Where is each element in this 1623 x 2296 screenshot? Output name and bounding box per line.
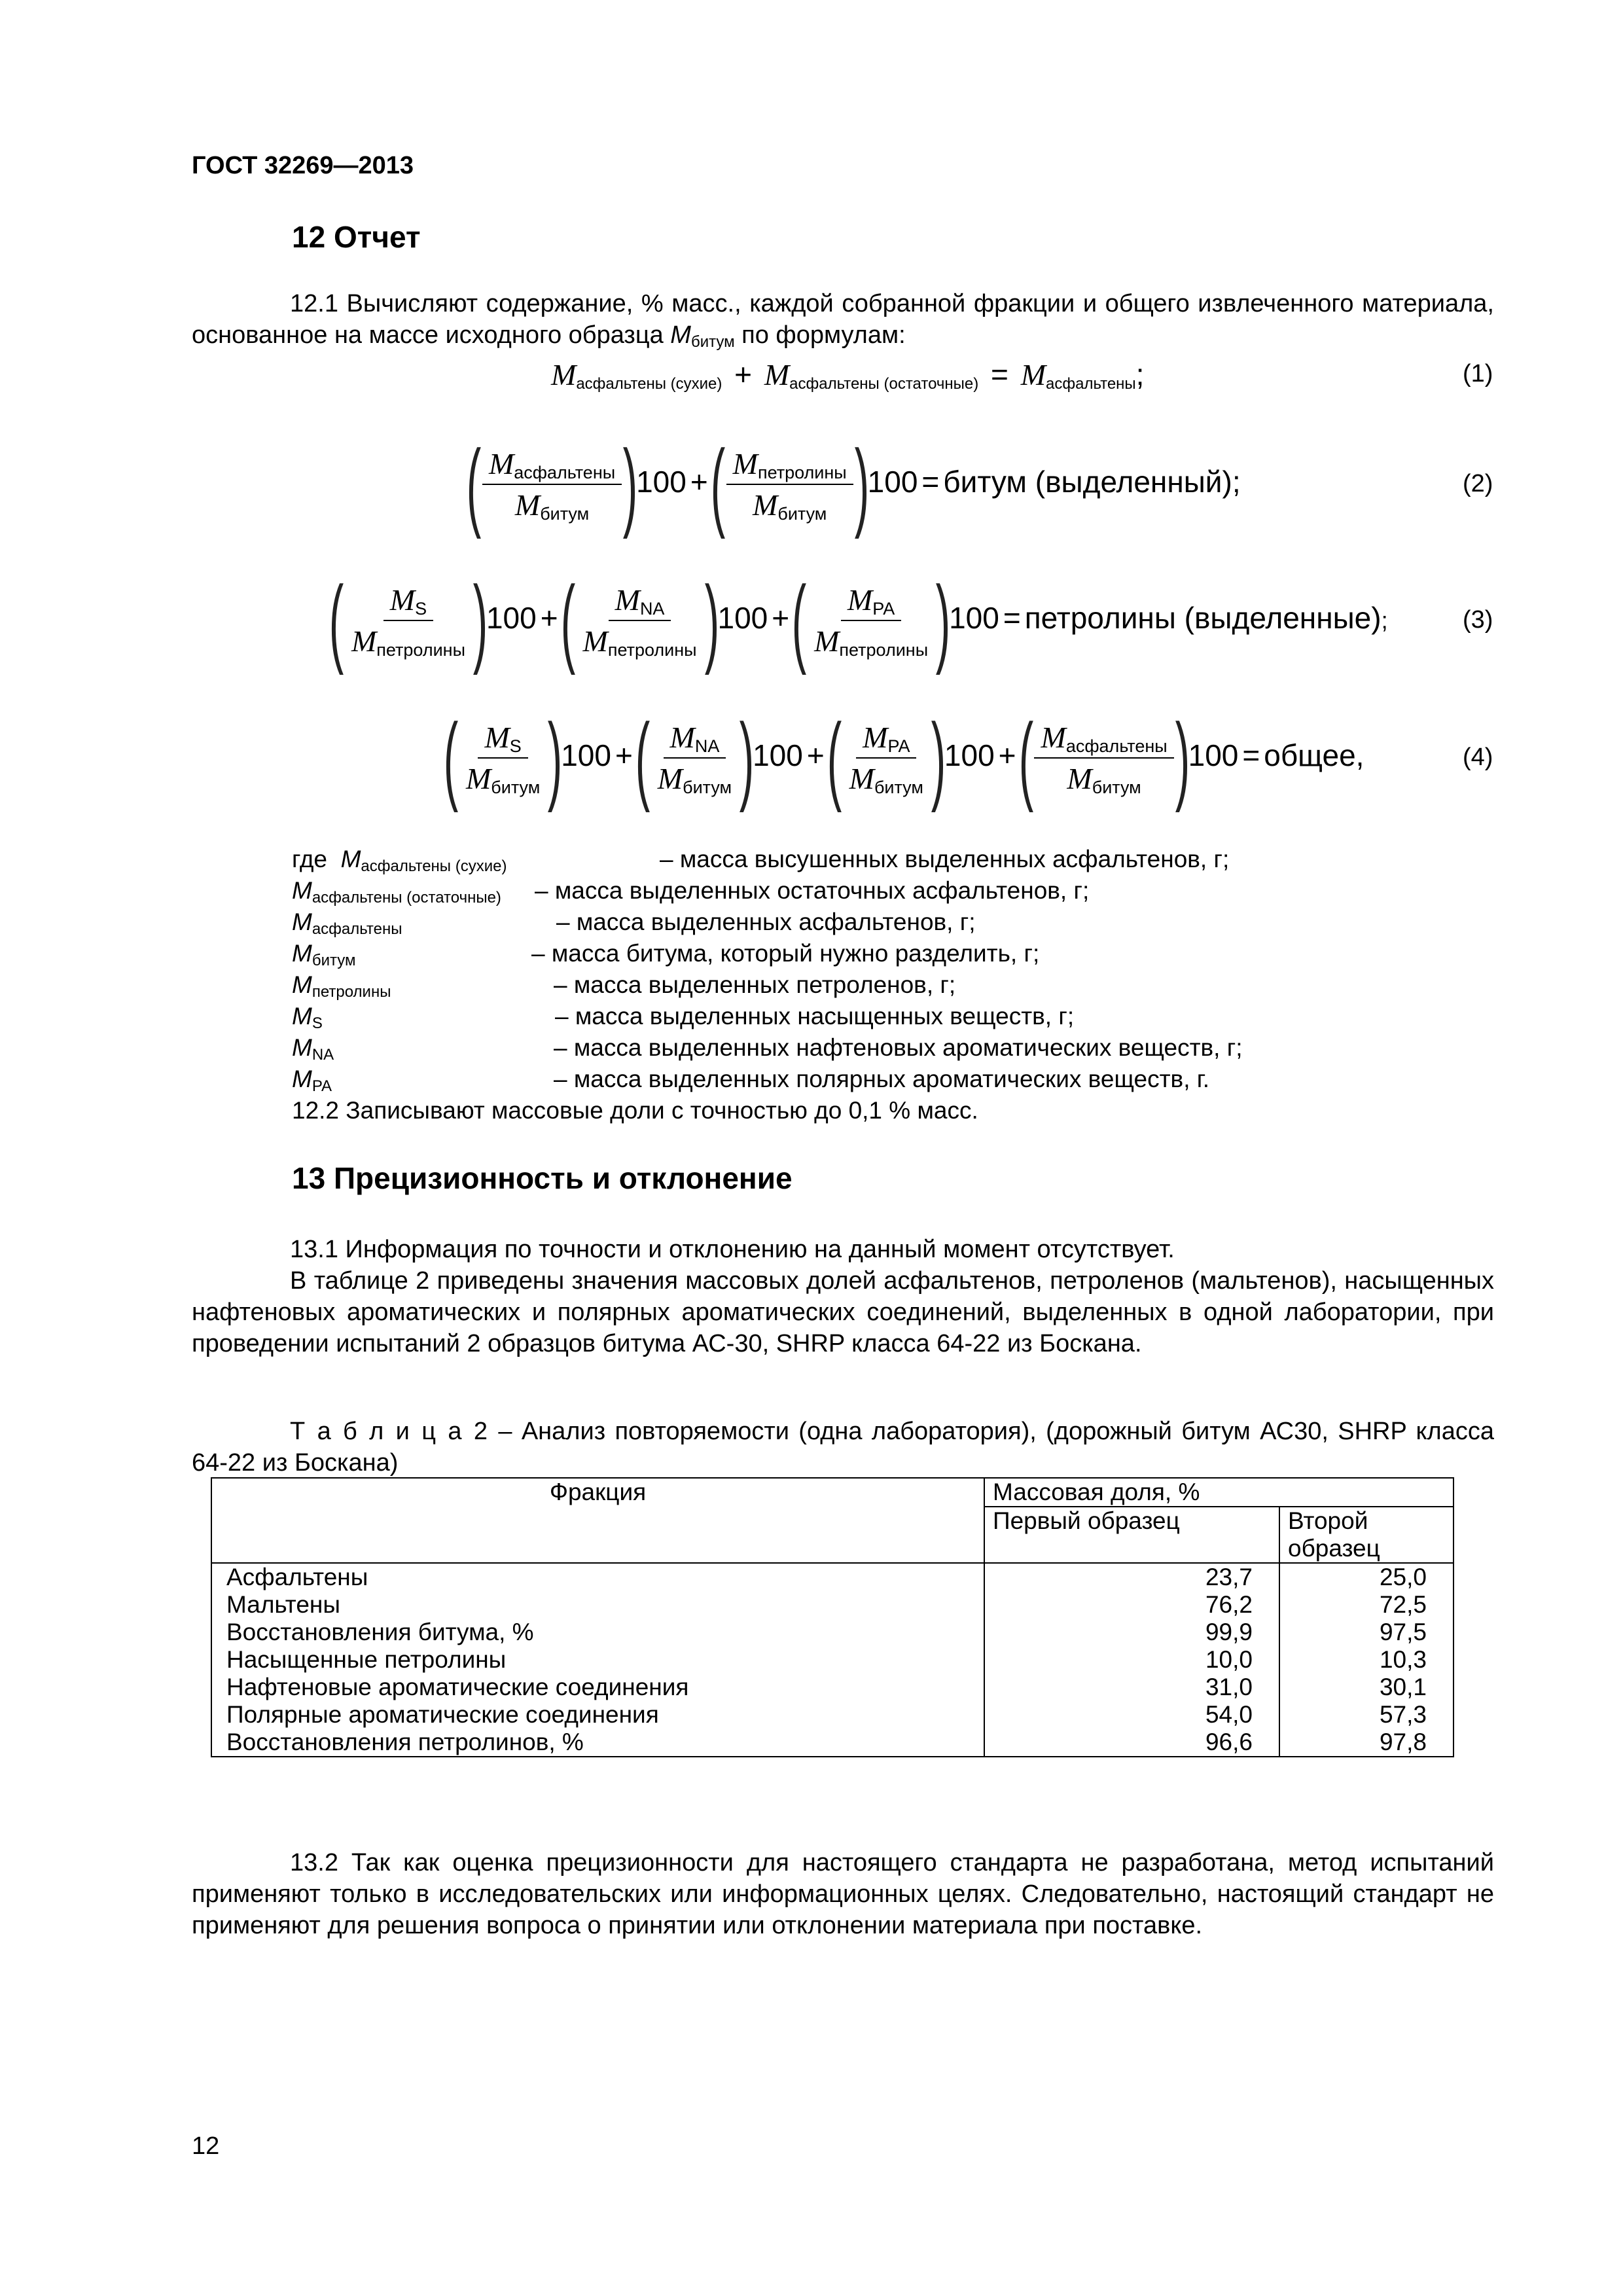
row-v1: 96,6 (984, 1729, 1279, 1757)
def-symbol: M (292, 940, 312, 967)
f2-100b: 100 (867, 465, 918, 499)
definition-row-5 (292, 971, 391, 999)
def-sub: асфальтены (сухие) (361, 857, 507, 875)
table-2-caption (192, 1416, 1494, 1479)
col-header-mass: Массовая доля, % (984, 1478, 1454, 1507)
f3-d1-sym: M (351, 624, 377, 658)
formula-3-number: (3) (1463, 606, 1493, 634)
row-v2: 97,8 (1279, 1729, 1454, 1757)
definition-text-5: – масса выделенных петроленов, г; (554, 971, 956, 998)
f3-d3-sym: M (814, 624, 840, 658)
definition-text-6: – масса выделенных насыщенных веществ, г; (555, 1003, 1075, 1030)
table-row (211, 1729, 1454, 1757)
def-sub: асфальтены (312, 920, 402, 938)
paragraph-13-2 (192, 1847, 1494, 1941)
section-12-title: 12 Отчет (292, 220, 421, 254)
f1-end: ; (1135, 357, 1145, 391)
definition-row-3 (292, 908, 402, 936)
def-sub: S (312, 1014, 323, 1032)
table-row (211, 1646, 1454, 1674)
f4-d2-sym: M (657, 762, 683, 795)
row-v2: 30,1 (1279, 1674, 1454, 1701)
f3-d2-sub: петролины (607, 640, 697, 660)
f4-n3-sub: PA (887, 736, 910, 756)
f4-d3-sub: битум (874, 778, 923, 797)
row-name: Восстановления петролинов, % (211, 1729, 984, 1757)
definition-row-2 (292, 877, 501, 905)
f4-n1-sub: S (509, 736, 522, 756)
row-v1: 31,0 (984, 1674, 1279, 1701)
document-code: ГОСТ 32269—2013 (192, 152, 414, 179)
formula-2: ( $\frac{M_{асфальтены}}{M_{битум}}$ )100 +( $\frac{M_{петролины}}{M_{битум}}$ )100 = битум (выделенный); (466, 429, 1241, 539)
definition-row-6 (292, 1003, 323, 1030)
table-row (211, 1563, 1454, 1591)
def-symbol: M (292, 1066, 312, 1092)
row-name: Насыщенные петролины (211, 1646, 984, 1674)
f1-sub3: асфальтены (1046, 375, 1136, 393)
definition-row-7 (292, 1034, 334, 1062)
f3-result: петролины (выделенные) (1024, 601, 1382, 636)
caption-text: – Анализ повторяемости (одна лаборатория), (дорожный битум АС30, SHRP класса 64-22 из Боскана) (192, 1418, 1494, 1477)
row-name: Мальтены (211, 1591, 984, 1619)
table-row (211, 1701, 1454, 1729)
definition-row-4 (292, 940, 355, 967)
p131-text: 13.1 Информация по точности и отклонению на данный момент отсутствует. (290, 1236, 1175, 1263)
row-v1: 76,2 (984, 1591, 1279, 1619)
p121-text: 12.1 Вычисляют содержание, % масс., каждой собранной фракции и общего извлеченного материала, основанное на массе исходного образца (192, 290, 1494, 349)
f1-symbol: M (551, 358, 577, 391)
f4-100a: 100 (561, 738, 611, 773)
f4-n2-sym: M (669, 721, 695, 754)
f4-n3-sym: M (863, 721, 888, 754)
f4-d2-sub: битум (683, 778, 732, 797)
f3-100c: 100 (949, 601, 999, 636)
row-v2: 25,0 (1279, 1563, 1454, 1591)
f2-n1-sub: асфальтены (514, 463, 616, 482)
def-symbol: M (292, 1003, 312, 1030)
f4-d1-sub: битум (491, 778, 541, 797)
def-symbol: M (292, 877, 312, 904)
f1-symbol-3: M (1020, 358, 1046, 391)
caption-label: Т а б л и ц а 2 (290, 1418, 489, 1445)
formula-1: $M_{асфальтены (сухие)} + M_{асфальтены (остаточные)} = M_{асфальтены}$; (551, 357, 1145, 393)
row-name: Асфальтены (211, 1563, 984, 1591)
f3-n1-sym: M (389, 583, 416, 617)
f4-d3-sym: M (849, 762, 874, 795)
row-v2: 72,5 (1279, 1591, 1454, 1619)
p121-text-end: по формулам: (734, 321, 906, 349)
paragraph-12-1 (192, 288, 1494, 351)
f2-d1-sym: M (514, 488, 541, 522)
col-header-sample2: Второй образец (1279, 1507, 1454, 1563)
row-v1: 10,0 (984, 1646, 1279, 1674)
definition-row-8 (292, 1066, 332, 1093)
p121-sub: битум (690, 333, 735, 351)
table-2 (211, 1477, 1454, 1757)
row-v2: 97,5 (1279, 1619, 1454, 1646)
row-v1: 23,7 (984, 1563, 1279, 1591)
table-row (211, 1674, 1454, 1701)
formula-4-number: (4) (1463, 744, 1493, 771)
col-header-sample1: Первый образец (984, 1507, 1279, 1563)
def-sub: NA (312, 1046, 334, 1064)
f3-n3-sym: M (847, 583, 873, 617)
f4-d4-sub: битум (1092, 778, 1141, 797)
f4-d4-sym: M (1067, 762, 1092, 795)
page-number: 12 (192, 2132, 220, 2160)
definition-text-1: – масса высушенных выделенных асфальтенов, г; (660, 846, 1230, 872)
def-symbol: M (292, 1034, 312, 1061)
def-sub: битум (312, 952, 356, 969)
row-name: Нафтеновые ароматические соединения (211, 1674, 984, 1701)
definition-text-8: – масса выделенных полярных ароматических веществ, г. (554, 1066, 1210, 1092)
definition-text-3: – масса выделенных асфальтенов, г; (556, 908, 976, 935)
f4-n4-sub: асфальтены (1065, 736, 1168, 756)
f4-n1-sym: M (484, 721, 510, 754)
p131b-text: В таблице 2 приведены значения массовых долей асфальтенов, петроленов (мальтенов), насыщенных нафтеновых ароматических и полярных ароматических соединений, выделенных в одной лаборатории, при проведении испытаний 2 образцов битума АС-30, SHRP класса 64-22 из Боскана. (192, 1267, 1494, 1357)
f4-100d: 100 (1188, 738, 1239, 773)
f3-n3-sub: PA (872, 599, 895, 619)
table-row (211, 1591, 1454, 1619)
def-symbol: M (292, 971, 312, 998)
f1-symbol-2: M (764, 358, 790, 391)
f2-100a: 100 (636, 465, 687, 499)
f3-d3-sub: петролины (839, 640, 929, 660)
f2-d2-sym: M (753, 488, 778, 522)
f4-result: общее, (1264, 738, 1364, 773)
f3-100b: 100 (717, 601, 768, 636)
formula-1-number: (1) (1463, 360, 1493, 387)
p132-text: 13.2 Так как оценка прецизионности для настоящего стандарта не разработана, метод испытаний применяют только в исследовательских или информационных целях. Следовательно, настоящий стандарт не применяют для решения вопроса о принятии или отклонении материала при поставке. (192, 1849, 1494, 1939)
table-row (211, 1619, 1454, 1646)
formula-2-number: (2) (1463, 470, 1493, 497)
row-v1: 99,9 (984, 1619, 1279, 1646)
f2-n2-sym: M (732, 447, 758, 480)
row-v2: 57,3 (1279, 1701, 1454, 1729)
def-sub: петролины (312, 983, 391, 1001)
row-v1: 54,0 (984, 1701, 1279, 1729)
def-symbol: M (292, 908, 312, 935)
definition-row-1 (292, 846, 507, 873)
def-symbol: M (340, 846, 361, 872)
def-sub: PA (312, 1077, 332, 1095)
row-v2: 10,3 (1279, 1646, 1454, 1674)
paragraph-12-2: 12.2 Записывают массовые доли с точностью до 0,1 % масс. (292, 1097, 978, 1124)
formula-4: ( $\frac{M_S}{M_{битум}}$ )100 +( $\frac{M_{NA}}{M_{битум}}$ )100 +( $\frac{M_{PA}}{M_{битум}}$ )100 +( $\frac{M_{асфальтены}}{M_{битум}}$ )100 = общее, (443, 703, 1364, 813)
def-where: где (292, 846, 328, 872)
f2-n1-sym: M (488, 447, 514, 480)
f3-n2-sub: NA (639, 599, 665, 619)
row-name: Полярные ароматические соединения (211, 1701, 984, 1729)
p121-symbol: M (670, 321, 691, 349)
f4-n2-sub: NA (694, 736, 720, 756)
f2-n2-sub: петролины (758, 463, 847, 482)
f4-100b: 100 (753, 738, 803, 773)
f4-d1-sym: M (465, 762, 491, 795)
f2-d1-sub: битум (540, 504, 590, 524)
section-13-title: 13 Прецизионность и отклонение (292, 1161, 793, 1195)
f2-d2-sub: битум (777, 504, 827, 524)
col-header-fraction: Фракция (211, 1478, 984, 1563)
f3-n2-sym: M (615, 583, 640, 617)
f3-d2-sym: M (582, 624, 608, 658)
definition-text-7: – масса выделенных нафтеновых ароматических веществ, г; (554, 1034, 1243, 1061)
f2-result: битум (выделенный); (943, 465, 1241, 499)
definition-text-2: – масса выделенных остаточных асфальтенов, г; (535, 877, 1090, 904)
f3-n1-sub: S (415, 599, 427, 619)
f1-sub2: асфальтены (остаточные) (789, 375, 979, 393)
paragraph-13-1 (192, 1234, 1494, 1359)
f3-d1-sub: петролины (376, 640, 465, 660)
f4-n4-sym: M (1041, 721, 1066, 754)
def-sub: асфальтены (остаточные) (312, 889, 501, 906)
row-name: Восстановления битума, % (211, 1619, 984, 1646)
f3-end: ; (1381, 607, 1388, 634)
f3-100a: 100 (486, 601, 537, 636)
formula-3: ( $\frac{M_S}{M_{петролины}}$ )100 +( $\frac{M_{NA}}{M_{петролины}}$ )100 +( $\frac{M_{PA}}{M_{петролины}}$ )100 = петролины (выделенные); (329, 565, 1388, 675)
f1-sub1: асфальтены (сухие) (576, 375, 722, 393)
definition-text-4: – масса битума, который нужно разделить, г; (531, 940, 1040, 967)
f4-100c: 100 (944, 738, 995, 773)
